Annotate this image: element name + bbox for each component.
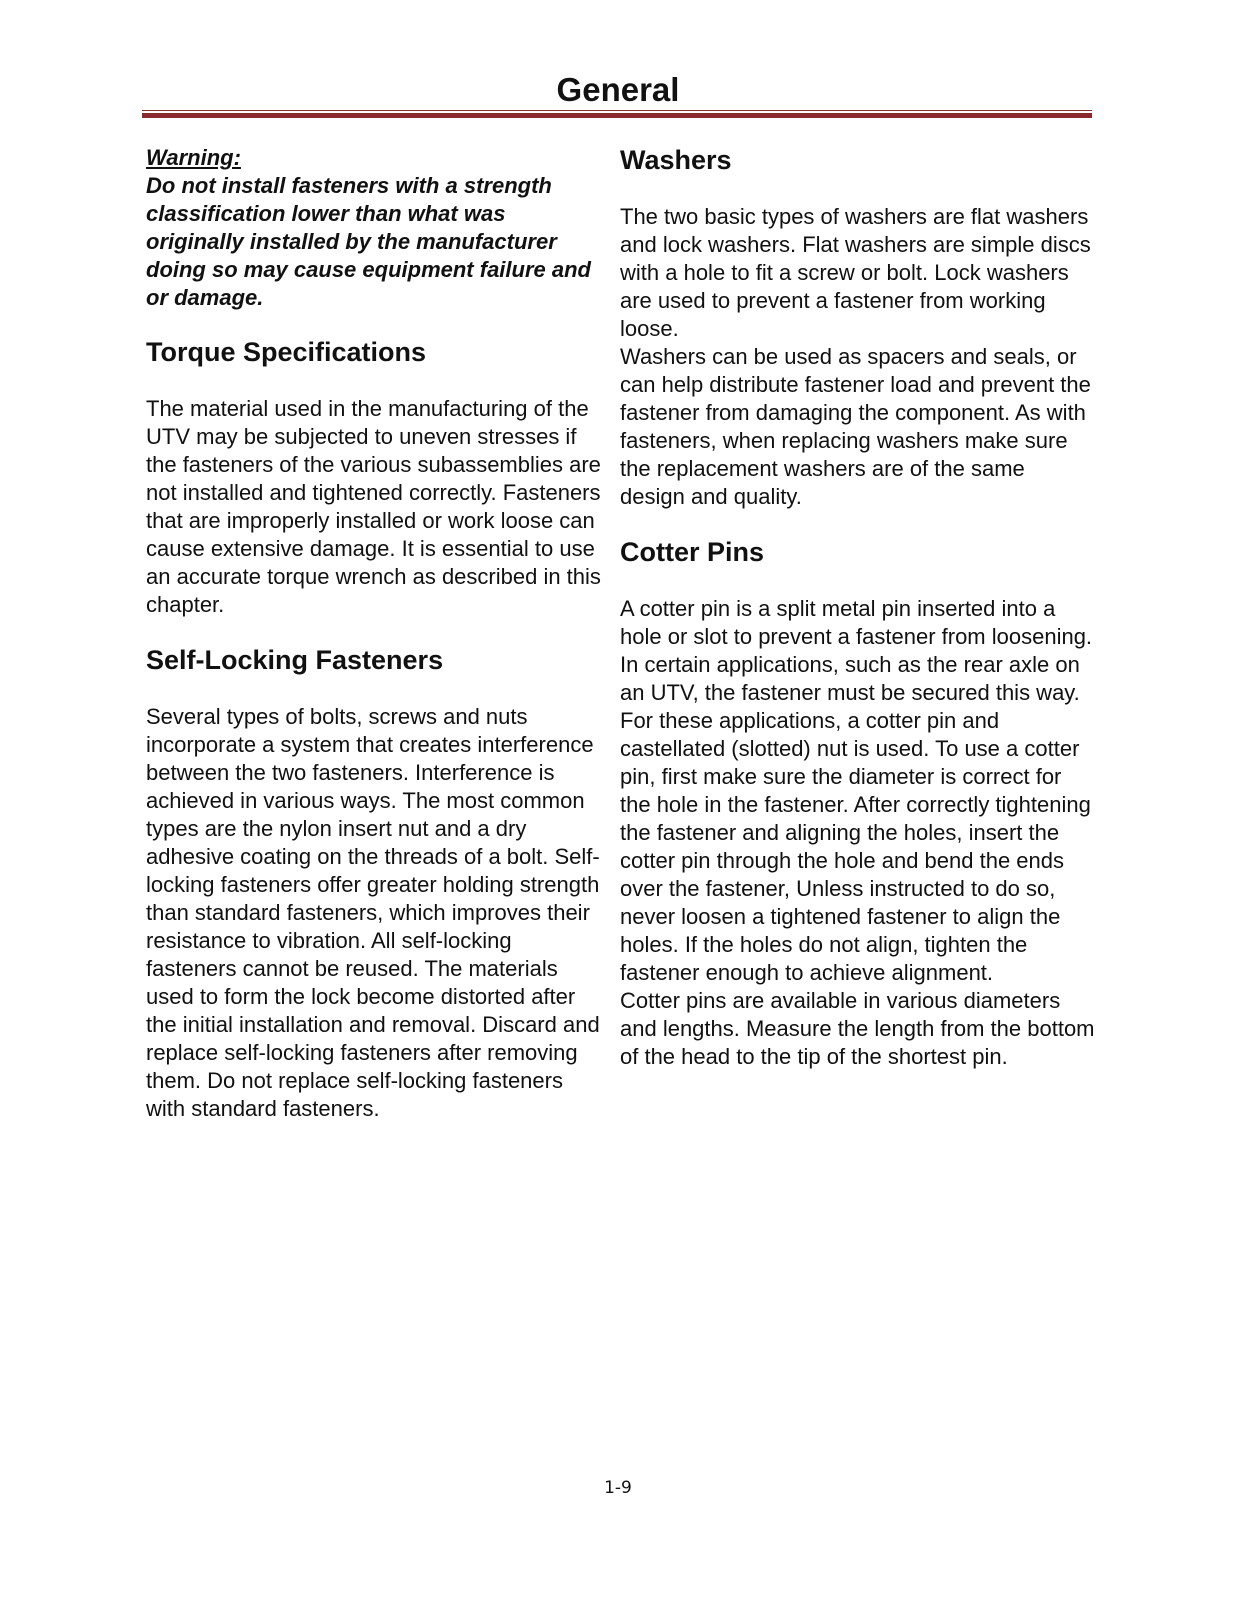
header-rule-thick xyxy=(142,113,1092,118)
self-locking-heading: Self-Locking Fasteners xyxy=(146,645,444,675)
right-column xyxy=(620,144,1095,1071)
torque-body: The material used in the manufacturing of the UTV may be subjected to uneven stresses if the fasteners of the various subassemblies are not installed and tightened correctly. Fasteners that are improperly installed or work loose can cause extensive damage. It is essential to use an accurate torque wrench as described in this chapter. xyxy=(146,396,601,617)
warning-label: Warning: xyxy=(146,145,241,170)
cotter-pins-heading: Cotter Pins xyxy=(620,537,765,567)
warning-text: Do not install fasteners with a strength classification lower than what was originally installed by the manufacturer doing so may cause equipment failure and or damage. xyxy=(146,173,591,310)
washers-heading: Washers xyxy=(620,145,732,175)
page-number: 1-9 xyxy=(604,1478,632,1498)
header-rule-thin xyxy=(142,110,1092,111)
cotter-pins-body-1: A cotter pin is a split metal pin inserted into a hole or slot to prevent a fastener from loosening. In certain applications, such as the rear axle on an UTV, the fastener must be secured this way. For these applications, a cotter pin and castellated (slotted) nut is used. To use a cotter pin, first make sure the diameter is correct for the hole in the fastener. After correctly tightening the fastener and aligning the holes, insert the cotter pin through the hole and bend the ends over the fastener, Unless instructed to do so, never loosen a tightened fastener to align the holes. If the holes do not align, tighten the fastener enough to achieve alignment. xyxy=(620,596,1093,985)
cotter-pins-body-2: Cotter pins are available in various diameters and lengths. Measure the length from the bottom of the head to the tip of the shortest pin. xyxy=(620,988,1095,1069)
washers-body-1: The two basic types of washers are flat washers and lock washers. Flat washers are simple discs with a hole to fit a screw or bolt. Lock washers are used to prevent a fastener from working loose. xyxy=(620,204,1091,341)
self-locking-body: Several types of bolts, screws and nuts incorporate a system that creates interference between the two fasteners. Interference is achieved in various ways. The most common types are the nylon insert nut and a dry adhesive coating on the threads of a bolt. Self-locking fasteners offer greater holding strength than standard fasteners, which improves their resistance to vibration. All self-locking fasteners cannot be reused. The materials used to form the lock become distorted after the initial installation and removal. Discard and replace self-locking fasteners after removing them. Do not replace self-locking fasteners with standard fasteners. xyxy=(146,704,600,1121)
page-title: General xyxy=(556,71,680,108)
washers-body-2: Washers can be used as spacers and seals, or can help distribute fastener load and prevent the fastener from damaging the component. As with fasteners, when replacing washers make sure the replacement washers are of the same design and quality. xyxy=(620,344,1091,509)
torque-heading: Torque Specifications xyxy=(146,337,427,367)
left-column xyxy=(146,144,606,1123)
